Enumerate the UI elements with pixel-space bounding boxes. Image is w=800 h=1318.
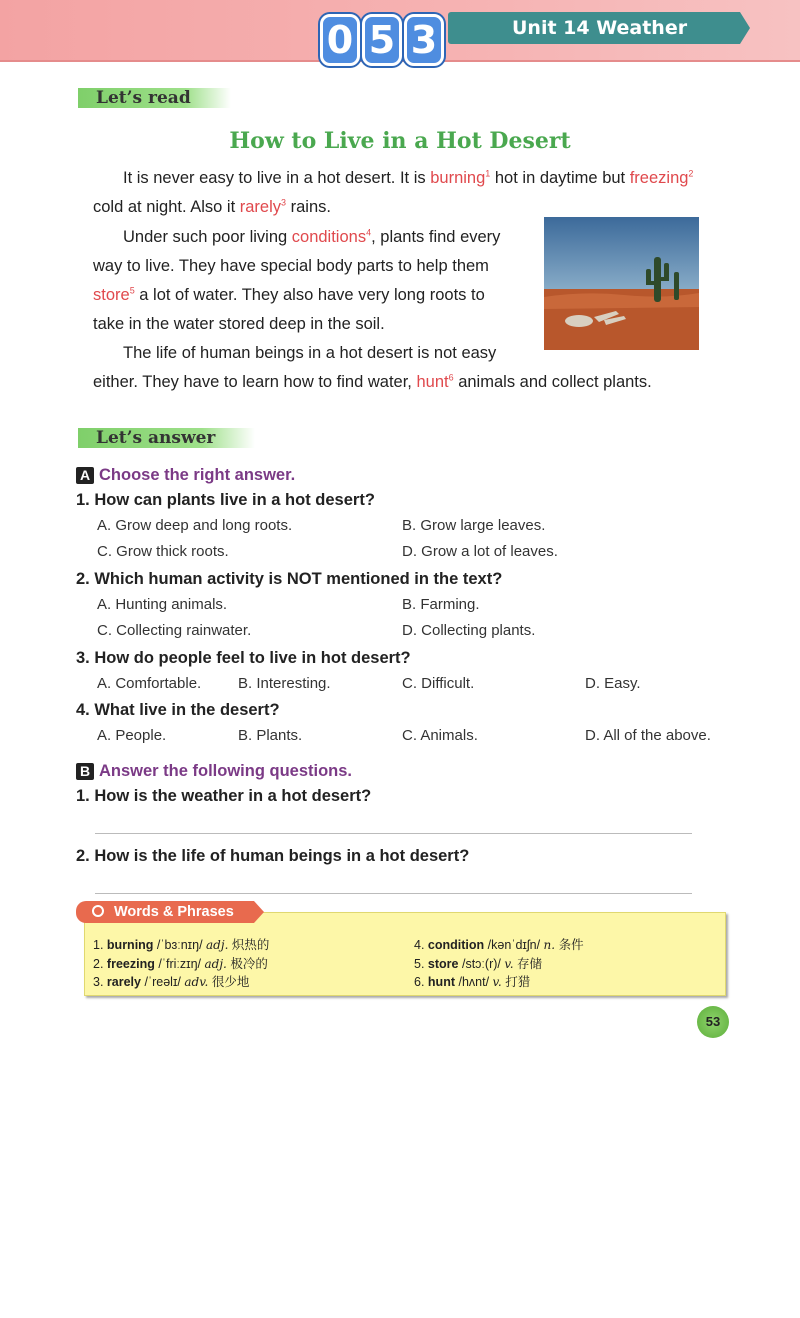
vocab-word: conditions: [291, 228, 367, 246]
part-b-letter: B: [76, 763, 94, 780]
paragraph-1: It is never easy to live in a hot desert. It is burning$^1$ hot in daytime but freezing$^2$ cold at night. Also it rarely$^3$ rains.: [93, 168, 694, 216]
word-entry: 6. hunt /hʌnt/ v. 打猎: [414, 975, 531, 989]
vocab-word: hunt: [416, 373, 449, 391]
part-b-heading: B Answer the following questions.: [76, 762, 352, 781]
lets-answer-tag: Let’s answer: [78, 428, 255, 448]
option[interactable]: A. Hunting animals.: [97, 596, 228, 613]
word-entry: 4. condition /kənˈdɪʃn/ n. 条件: [414, 938, 584, 952]
vocab-word: rarely: [239, 198, 282, 216]
option[interactable]: A. Comfortable.: [97, 675, 202, 692]
word-entry: 3. rarely /ˈreəlɪ/ adv. 很少地: [93, 975, 250, 989]
circle-icon: [92, 905, 104, 917]
page-code: [320, 14, 444, 66]
option[interactable]: D. Easy.: [585, 675, 641, 692]
part-a-letter: A: [76, 467, 94, 484]
paragraph-3: The life of human beings in a hot desert is not easy either. They have to learn how to find water, hunt$^6$ animals and collect plants.: [93, 344, 652, 391]
question-b2: 2. How is the life of human beings in a hot desert?: [76, 847, 470, 865]
page-code-digit: 3: [404, 14, 444, 66]
page-number: 53: [697, 1006, 729, 1038]
vocab-word: store: [93, 286, 130, 304]
option[interactable]: C. Grow thick roots.: [97, 543, 229, 560]
vocab-word: freezing: [629, 169, 689, 187]
question-b1: 1. How is the weather in a hot desert?: [76, 787, 372, 805]
option[interactable]: B. Grow large leaves.: [402, 517, 546, 534]
option[interactable]: C. Animals.: [402, 727, 478, 744]
unit-label: Unit 14 Weather: [448, 12, 740, 44]
option[interactable]: A. People.: [97, 727, 167, 744]
answer-line[interactable]: [95, 833, 692, 834]
answer-line[interactable]: [95, 893, 692, 894]
page-code-digit: 5: [362, 14, 402, 66]
lets-read-tag: Let’s read: [78, 88, 231, 108]
option[interactable]: B. Interesting.: [238, 675, 331, 692]
option[interactable]: A. Grow deep and long roots.: [97, 517, 293, 534]
option[interactable]: D. Grow a lot of leaves.: [402, 543, 558, 560]
option[interactable]: D. Collecting plants.: [402, 622, 536, 639]
option[interactable]: B. Plants.: [238, 727, 303, 744]
page-code-digit: 0: [320, 14, 360, 66]
word-entry: 1. burning /ˈbɜːnɪŋ/ adj. 炽热的: [93, 938, 270, 952]
question-a4: 4. What live in the desert?: [76, 701, 280, 719]
question-a3: 3. How do people feel to live in hot desert?: [76, 649, 411, 667]
reading-title: How to Live in a Hot Desert: [229, 128, 571, 154]
words-phrases-tag: Words & Phrases: [76, 901, 254, 923]
option[interactable]: C. Difficult.: [402, 675, 475, 692]
question-a1: 1. How can plants live in a hot desert?: [76, 491, 375, 509]
question-a2: 2. Which human activity is NOT mentioned in the text?: [76, 570, 503, 588]
word-entry: 5. store /stɔː(r)/ v. 存储: [414, 957, 543, 971]
vocab-word: burning: [430, 169, 486, 187]
word-entry: 2. freezing /ˈfriːzɪŋ/ adj. 极冷的: [93, 957, 268, 971]
option[interactable]: B. Farming.: [402, 596, 480, 613]
option[interactable]: D. All of the above.: [585, 727, 711, 744]
option[interactable]: C. Collecting rainwater.: [97, 622, 252, 639]
desert-illustration: [544, 217, 699, 350]
part-a-heading: A Choose the right answer.: [76, 466, 295, 485]
paragraph-2: Under such poor living conditions$^4$, plants find every way to live. They have special body parts to help them store$^5$ a lot of water. They also have very long roots to take in the water stored deep in the soil.: [93, 227, 501, 333]
